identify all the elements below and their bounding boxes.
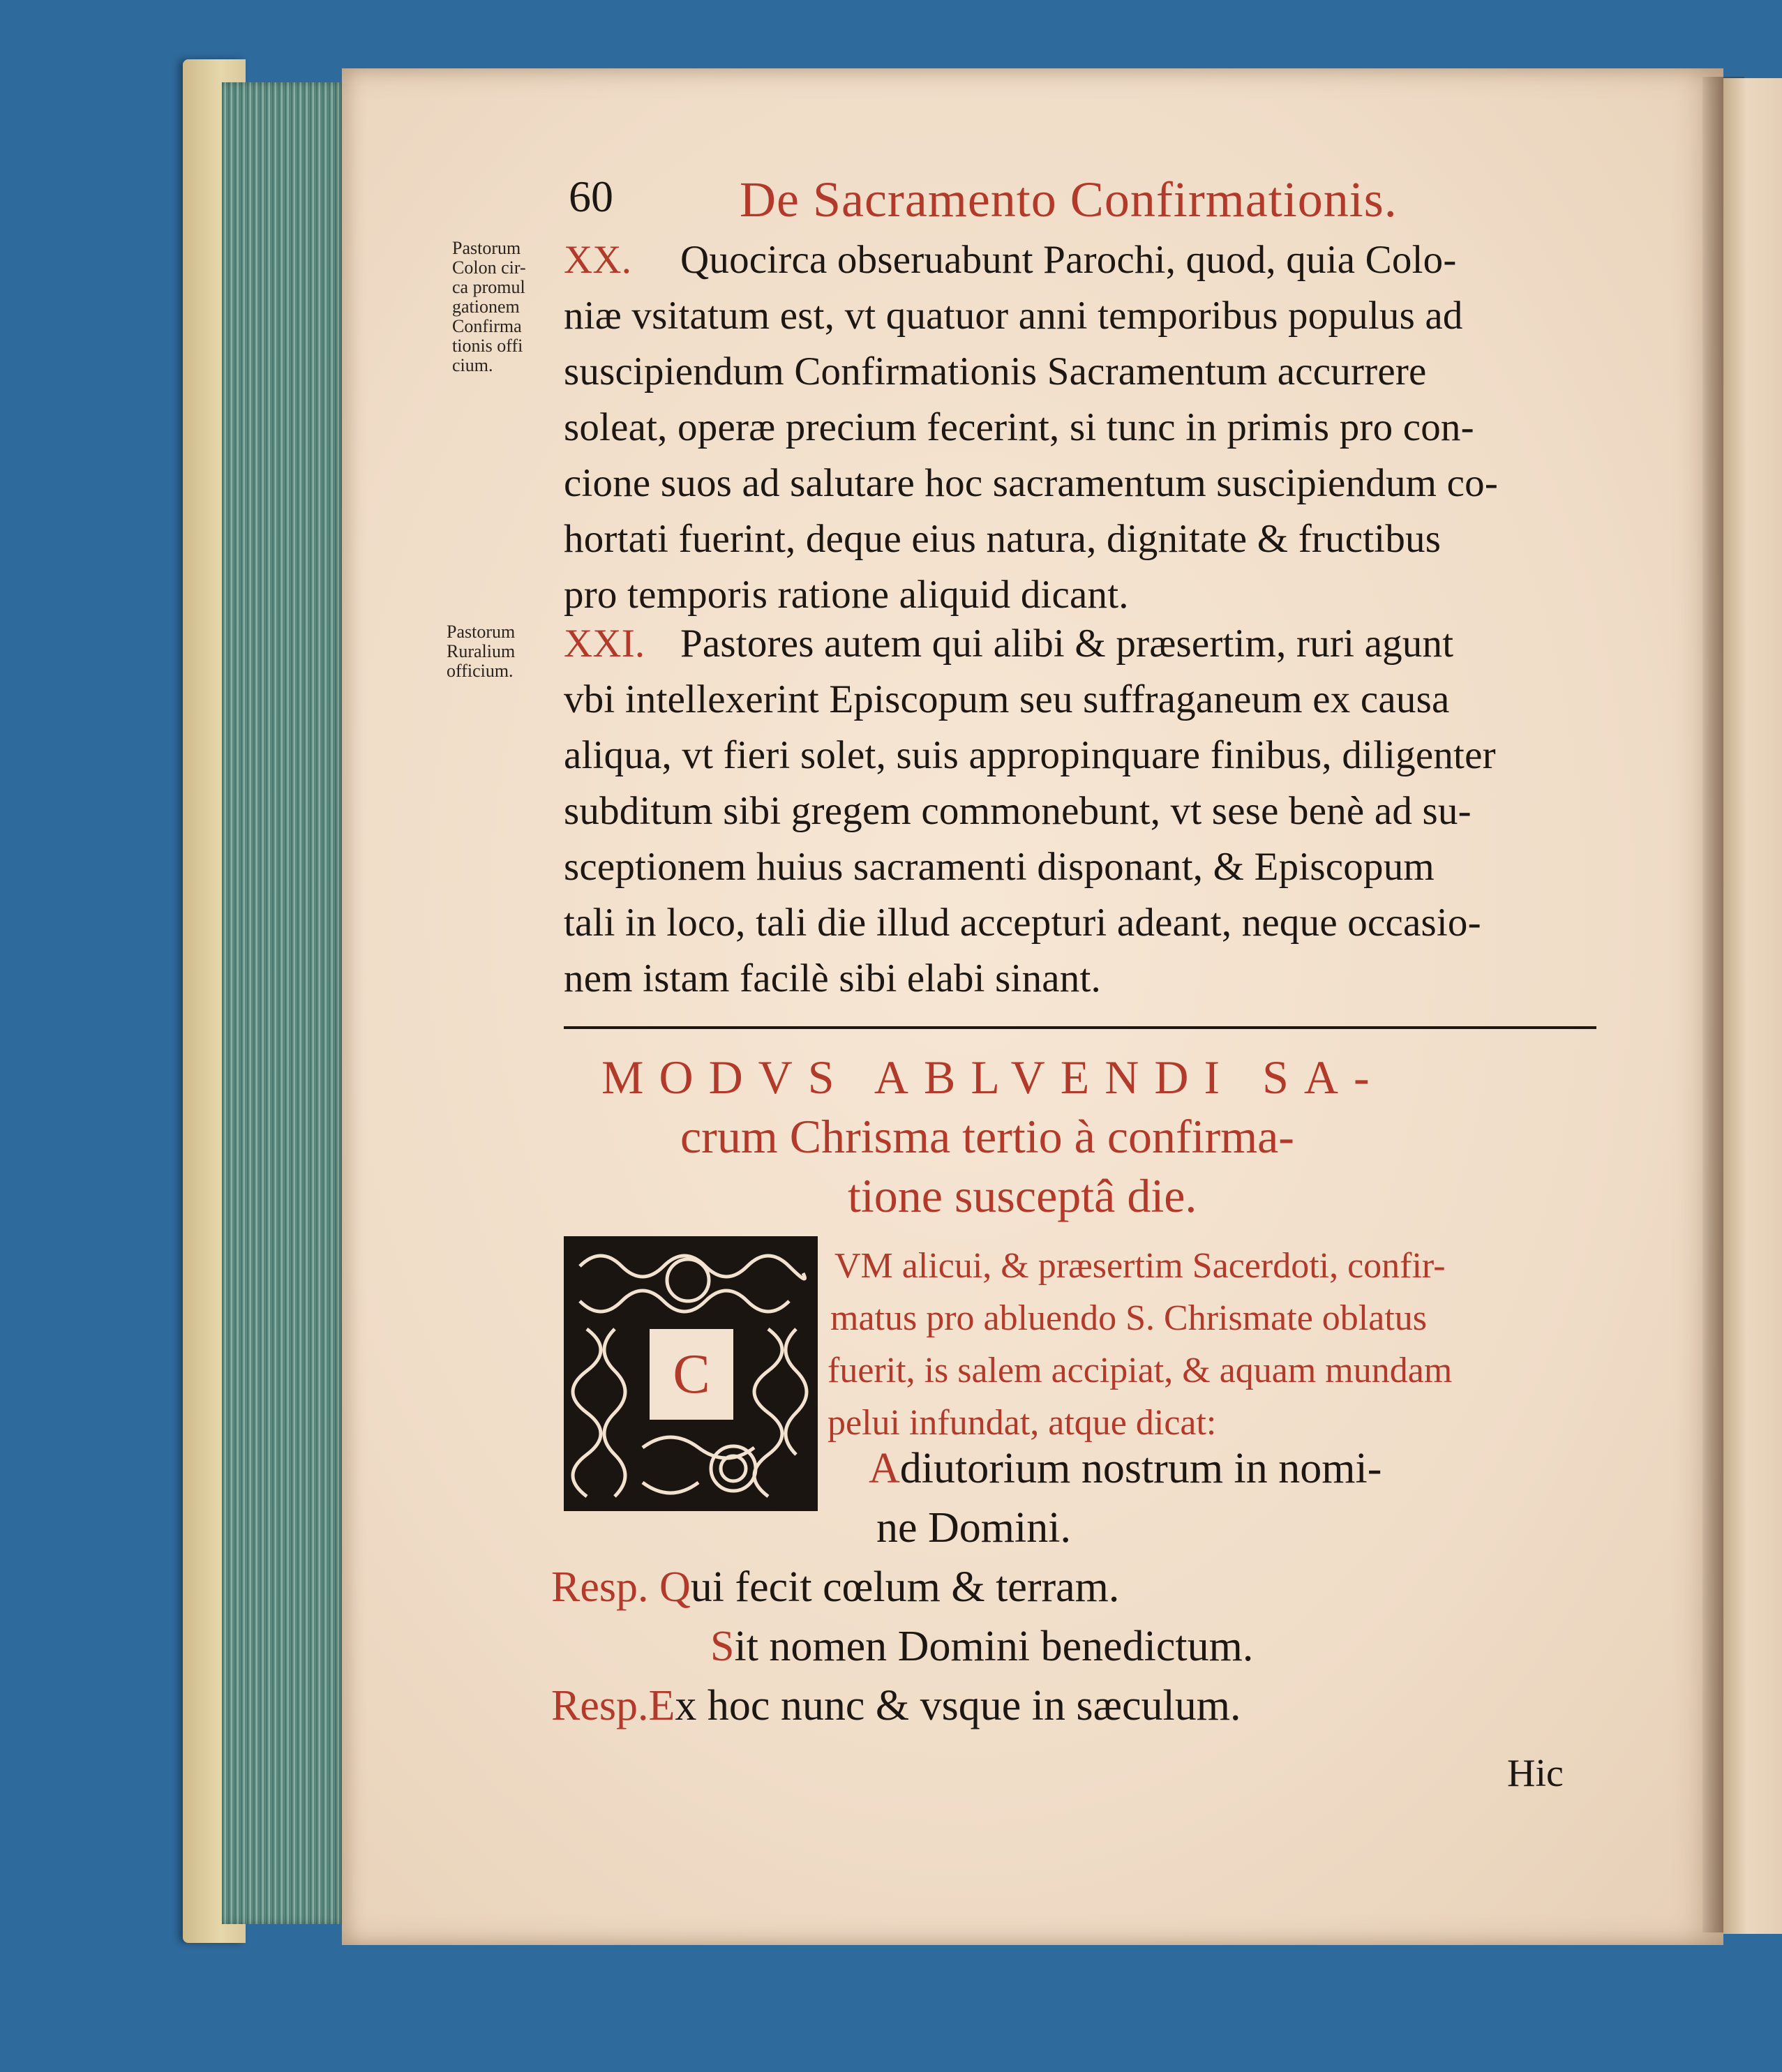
versicle-text: ui fecit cœlum & terram. [690,1563,1120,1611]
response-label: Resp. [551,1563,649,1611]
body-line: soleat, operæ precium fecerint, si tunc in primis pro con- [564,405,1474,449]
body-line: Pastores autem qui alibi & præsertim, ruri agunt [680,622,1454,666]
initial-letter: C [673,1343,710,1405]
page-number: 60 [569,172,613,221]
versicle-initial: A [869,1445,900,1492]
rubric-line: fuerit, is salem accipiat, & aquam mundam [828,1351,1453,1390]
body-line: Quocirca obseruabunt Parochi, quod, quia Colo- [680,238,1457,282]
body-line: aliqua, vt fieri solet, suis appropinquare finibus, diligenter [564,733,1496,777]
margin-note-line: cium. [452,355,493,375]
versicle-text: diutorium nostrum in nomi- [899,1445,1382,1492]
heading-line: MODVS ABLVENDI SA- [601,1051,1385,1104]
versicle-1-continuation: ne Domini. [876,1504,1071,1552]
heading-line: crum Chrisma tertio à confirma- [680,1110,1294,1163]
body-line: nem istam facilè sibi elabi sinant. [564,956,1101,1000]
margin-note-2 [447,622,515,681]
running-head: De Sacramento Confirmationis. [740,172,1398,227]
body-line: tali in loco, tali die illud accepturi adeant, neque occasio- [564,901,1481,945]
versicle-text: it nomen Domini benedictum. [734,1623,1254,1670]
versicle-initial: Q [659,1563,691,1611]
versicle-text: x hoc nunc & vsque in sæculum. [675,1682,1241,1729]
versicle-3 [710,1622,1253,1672]
versicle-2 [551,1563,1119,1612]
margin-note-line: Pastorum [452,238,521,258]
versicle-1 [869,1444,1382,1494]
body-line: niæ vsitatum est, vt quatuor anni temporibus populus ad [564,294,1463,338]
section-number-xxi: XXI. [564,622,645,666]
heading-line: tione susceptâ die. [848,1169,1197,1222]
versicle-initial: S [710,1623,735,1670]
margin-note-line: ca promul [452,277,525,297]
versicle-4 [551,1681,1241,1731]
rubric-line: pelui infundat, atque dicat: [828,1403,1217,1443]
body-line: sceptionem huius sacramenti disponant, & Episcopum [564,845,1435,889]
margin-note-line: Pastorum [447,622,516,642]
initial-letter-frame [650,1329,733,1420]
section-number-xx: XX. [564,238,632,282]
page-edges [222,82,346,1924]
margin-note-line: gationem [452,296,520,317]
decorated-initial [564,1236,818,1511]
body-line: subditum sibi gregem commonebunt, vt sese benè ad su- [564,789,1472,833]
versicle-initial: E [648,1682,675,1729]
body-line: suscipiendum Confirmationis Sacramentum accurrere [564,350,1427,393]
section-divider [564,1026,1596,1029]
facing-page-edge [1723,78,1782,1934]
response-label: Resp. [551,1682,649,1729]
margin-note-line: officium. [447,661,514,681]
margin-note-line: Colon cir- [452,257,526,278]
margin-note-line: tionis offi [452,336,523,356]
body-line: pro temporis ratione aliquid dicant. [564,573,1129,617]
margin-note-line: Ruralium [447,641,516,661]
margin-note-1 [452,239,526,375]
rubric-line: matus pro abluendo S. Chrismate oblatus [830,1298,1428,1338]
body-line: hortati fuerint, deque eius natura, dignitate & fructibus [564,517,1442,561]
margin-note-line: Confirma [452,316,522,336]
catchword: Hic [1507,1752,1564,1795]
body-line: vbi intellexerint Episcopum seu suffraganeum ex causa [564,677,1450,721]
body-line: cione suos ad salutare hoc sacramentum suscipiendum co- [564,461,1499,505]
rubric-line: VM alicui, & præsertim Sacerdoti, confir- [834,1246,1446,1286]
